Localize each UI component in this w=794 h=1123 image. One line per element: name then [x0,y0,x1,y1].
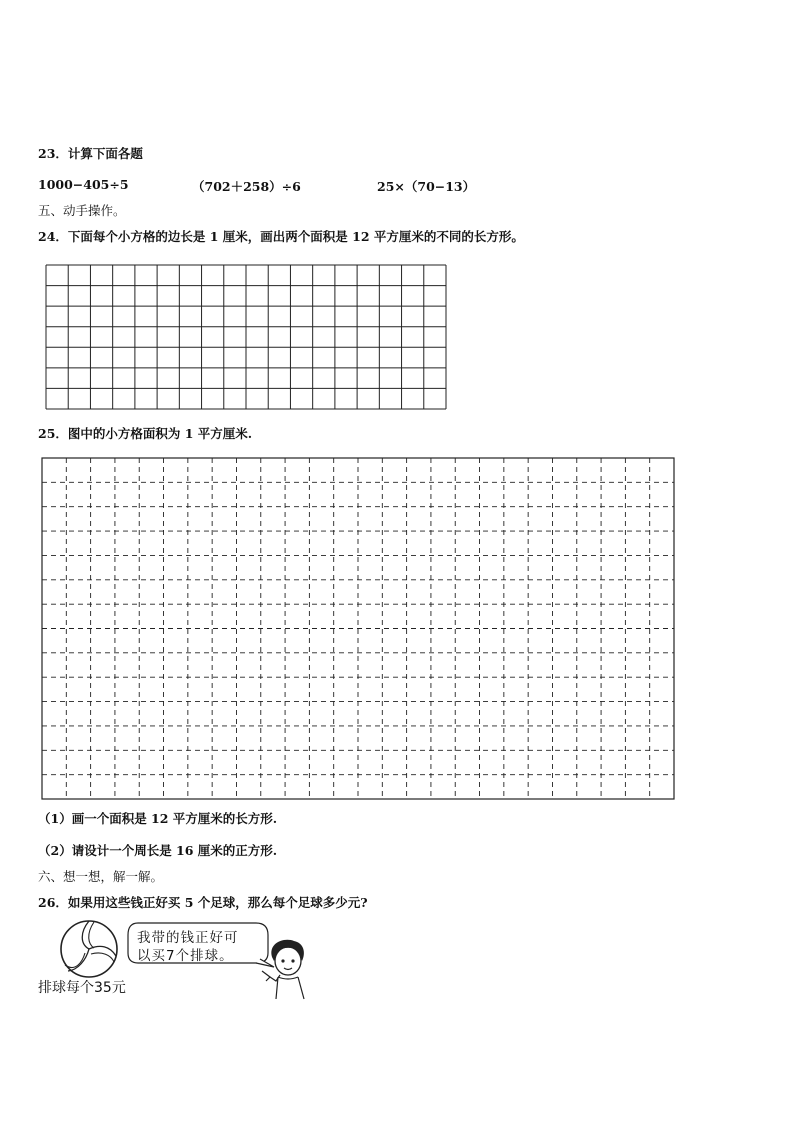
q25-dashed-grid[interactable] [41,457,675,800]
q23-expression-1: 1000−405÷5 [38,177,129,192]
q25-title: 25．图中的小方格面积为 1 平方厘米. [38,426,253,441]
q25-part2: （2）请设计一个周长是 16 厘米的正方形. [38,843,278,858]
q26-title: 26．如果用这些钱正好买 5 个足球，那么每个足球多少元? [38,895,368,910]
q25-part1: （1）画一个面积是 12 平方厘米的长方形. [38,811,278,826]
section5-title: 五、动手操作。 [38,203,126,218]
q24-title: 24．下面每个小方格的边长是 1 厘米，画出两个面积是 12 平方厘米的不同的长方形。 [38,229,524,244]
speech-line-1: 我带的钱正好可 [137,930,239,946]
ball-price-caption: 排球每个35元 [38,980,126,996]
q23-expression-2: （702＋258）÷6 [192,179,301,194]
section6-title: 六、想一想，解一解。 [38,869,164,884]
volleyball-icon [58,918,120,980]
q23-title: 23．计算下面各题 [38,146,143,161]
q23-expression-3: 25×（70−13） [377,179,476,194]
speech-line-2: 以买7个排球。 [137,948,234,964]
boy-icon [258,937,314,1001]
q24-square-grid[interactable] [45,264,447,410]
